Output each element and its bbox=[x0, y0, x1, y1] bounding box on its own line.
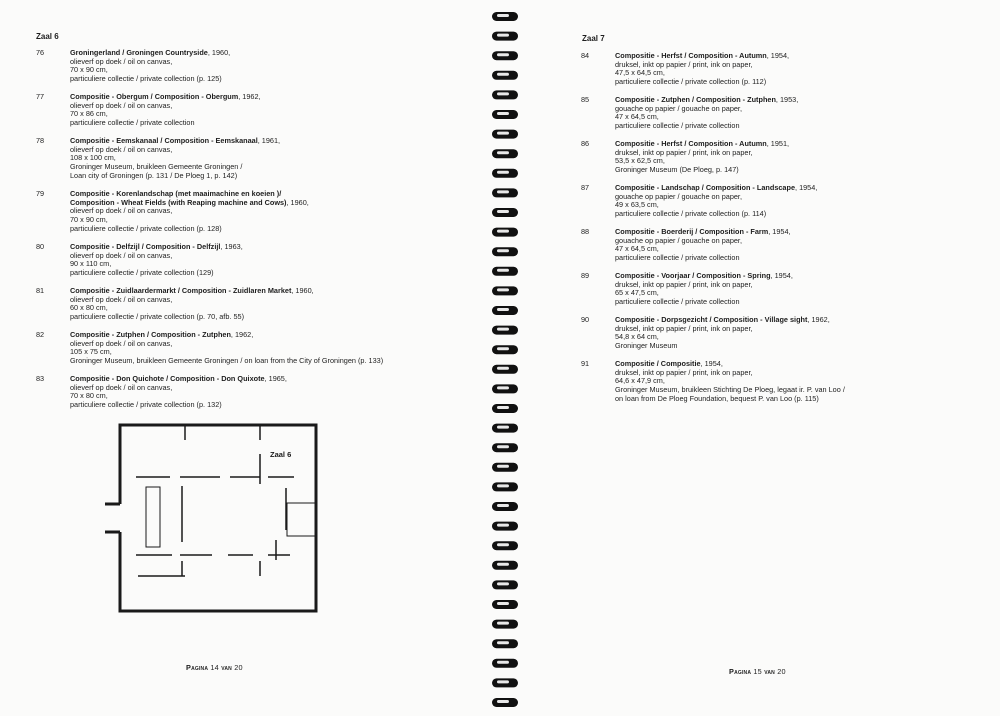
entry-year: , 1965, bbox=[264, 374, 287, 383]
entry-size: 70 x 90 cm, bbox=[70, 215, 108, 225]
entry-number: 87 bbox=[581, 183, 590, 192]
entry-collection: particuliere collectie / private collection (129) bbox=[70, 268, 214, 278]
entry-medium: olieverf op doek / oil on canvas, bbox=[70, 294, 173, 304]
right-page bbox=[520, 0, 1000, 716]
entry-number: 89 bbox=[581, 271, 590, 280]
binding-coil bbox=[492, 208, 518, 217]
entry-size: 47 x 64,5 cm, bbox=[615, 112, 659, 122]
entry-medium: olieverf op doek / oil on canvas, bbox=[70, 56, 173, 66]
entry-collection: Groninger Museum (De Ploeg, p. 147) bbox=[615, 165, 739, 175]
entry-year: , 1960, bbox=[207, 48, 231, 57]
binding-coil bbox=[492, 90, 518, 99]
entry-title: Compositie - Obergum / Composition - Obergum bbox=[70, 92, 239, 101]
footer-van: van bbox=[221, 663, 232, 672]
footer-page-number: 15 bbox=[753, 667, 762, 676]
entry-year: , 1954, bbox=[768, 227, 791, 236]
entry-number: 77 bbox=[36, 92, 45, 101]
binding-coil bbox=[492, 306, 518, 315]
binding-coil bbox=[492, 678, 518, 687]
binding-coil bbox=[492, 149, 518, 158]
entry-collection: particuliere collectie / private collection (p. 114) bbox=[615, 209, 767, 219]
entry-title: Compositie - Boerderij / Composition - Farm bbox=[615, 227, 769, 236]
entry-medium: olieverf op doek / oil on canvas, bbox=[70, 338, 173, 348]
entry-collection-cont: on loan from De Ploeg Foundation, bequest P. van Loo (p. 115) bbox=[615, 393, 819, 403]
entry-size: 60 x 80 cm, bbox=[70, 303, 108, 313]
entry-number: 83 bbox=[36, 374, 45, 383]
binding-coil bbox=[492, 561, 518, 570]
entry-number: 80 bbox=[36, 242, 45, 251]
binding-coil bbox=[492, 698, 518, 707]
entry-number: 91 bbox=[581, 359, 590, 368]
entry-year: , 1960, bbox=[291, 286, 314, 295]
entry-number: 85 bbox=[581, 95, 590, 104]
page-footer bbox=[729, 667, 786, 676]
binding-coil bbox=[492, 600, 518, 609]
binding-coil bbox=[492, 482, 518, 491]
binding-coil bbox=[492, 522, 518, 531]
entry-number: 86 bbox=[581, 139, 590, 148]
entry-collection: particuliere collectie / private collection bbox=[615, 297, 740, 307]
entry-year: , 1962, bbox=[230, 330, 254, 339]
entry-medium: olieverf op doek / oil on canvas, bbox=[70, 206, 173, 216]
entry-size: 70 x 86 cm, bbox=[70, 109, 108, 119]
entry-medium: druksel, inkt op papier / print, ink on paper, bbox=[615, 147, 753, 157]
entry-collection: particuliere collectie / private collection bbox=[615, 253, 740, 263]
binding-coil bbox=[492, 404, 518, 413]
binding-coil bbox=[492, 169, 518, 178]
entry-medium: gouache op papier / gouache on paper, bbox=[615, 103, 742, 113]
footer-total-pages: 20 bbox=[777, 667, 786, 676]
binding-coil bbox=[492, 620, 518, 629]
entry-year: , 1962, bbox=[238, 92, 261, 101]
entry-size: 65 x 47,5 cm, bbox=[615, 288, 659, 298]
entry-title: Compositie - Korenlandschap (met maaimachine en koeien )/ bbox=[70, 189, 282, 198]
entry-title: Compositie - Eemskanaal / Composition - Eemskanaal bbox=[70, 136, 258, 145]
binding-coil bbox=[492, 345, 518, 354]
binding-coil bbox=[492, 659, 518, 668]
entry-medium: gouache op papier / gouache on paper, bbox=[615, 191, 742, 201]
entry-title: Compositie - Zuidlaardermarkt / Composition - Zuidlaren Market bbox=[70, 286, 292, 295]
binding-coil bbox=[492, 326, 518, 335]
entry-size: 105 x 75 cm, bbox=[70, 347, 112, 357]
binding-coil bbox=[492, 463, 518, 472]
entry-collection: Groninger Museum, bruikleen Gemeente Groningen / bbox=[70, 162, 243, 172]
entry-year: , 1962, bbox=[807, 315, 830, 324]
entry-size: 108 x 100 cm, bbox=[70, 153, 116, 163]
entry-year: , 1960, bbox=[286, 197, 309, 207]
entry-size: 49 x 63,5 cm, bbox=[615, 200, 659, 210]
left-page bbox=[0, 0, 490, 716]
entry-size: 70 x 90 cm, bbox=[70, 65, 108, 75]
binding-coil bbox=[492, 228, 518, 237]
entry-size: 47 x 64,5 cm, bbox=[615, 244, 659, 254]
entry-year: , 1954, bbox=[770, 271, 793, 280]
binding-coil bbox=[492, 12, 518, 21]
entry-year: , 1954, bbox=[795, 183, 818, 192]
entry-title: Groningerland / Groningen Countryside bbox=[70, 48, 208, 57]
entry-year: , 1963, bbox=[220, 242, 243, 251]
binding-coil bbox=[492, 502, 518, 511]
binding-coil bbox=[492, 188, 518, 197]
binding-coil bbox=[492, 286, 518, 295]
entry-number: 78 bbox=[36, 136, 45, 145]
binding-coil bbox=[492, 424, 518, 433]
footer-label: Pagina bbox=[729, 667, 752, 676]
entry-number: 82 bbox=[36, 330, 45, 339]
entry-year: , 1954, bbox=[700, 359, 723, 368]
entry-title: Compositie - Don Quichote / Composition - Don Quixote bbox=[70, 374, 265, 383]
entry-size: 47,5 x 64,5 cm, bbox=[615, 68, 665, 78]
entry-year: , 1961, bbox=[257, 136, 281, 145]
entry-size: 90 x 110 cm, bbox=[70, 259, 112, 269]
entry-collection: particuliere collectie / private collection (p. 125) bbox=[70, 74, 222, 84]
entry-year: , 1951, bbox=[766, 139, 790, 148]
binding-coil bbox=[492, 71, 518, 80]
entry-size: 70 x 80 cm, bbox=[70, 391, 108, 401]
page-footer bbox=[186, 663, 243, 672]
floorplan-label: Zaal 6 bbox=[270, 450, 292, 459]
entry-collection: Groninger Museum bbox=[615, 341, 678, 351]
entry-size: 54,8 x 64 cm, bbox=[615, 332, 659, 342]
floorplan-display-case bbox=[287, 503, 316, 536]
entry-collection: particuliere collectie / private collection bbox=[70, 118, 195, 128]
entry-number: 79 bbox=[36, 189, 45, 198]
binding-coil bbox=[492, 130, 518, 139]
floorplan-display-case bbox=[146, 487, 160, 547]
binding-coil bbox=[492, 639, 518, 648]
binding-coil bbox=[492, 443, 518, 452]
entry-title: Compositie - Zutphen / Composition - Zutphen bbox=[615, 95, 776, 104]
entry-collection: particuliere collectie / private collection (p. 70, afb. 55) bbox=[70, 312, 244, 322]
entry-title: Compositie - Landschap / Composition - Landscape bbox=[615, 183, 796, 192]
footer-page-number: 14 bbox=[210, 663, 219, 672]
entry-medium: druksel, inkt op papier / print, ink on paper, bbox=[615, 59, 753, 69]
entry-collection: particuliere collectie / private collection (p. 132) bbox=[70, 400, 222, 410]
entry-number: 90 bbox=[581, 315, 590, 324]
entry-number: 81 bbox=[36, 286, 45, 295]
entry-collection: particuliere collectie / private collection bbox=[615, 121, 740, 131]
binding-coil bbox=[492, 365, 518, 374]
section-heading: Zaal 7 bbox=[582, 34, 605, 43]
entry-title: Compositie - Herfst / Composition - Autumn bbox=[615, 139, 767, 148]
entry-medium: gouache op papier / gouache on paper, bbox=[615, 235, 742, 245]
section-heading: Zaal 6 bbox=[36, 32, 59, 41]
entry-medium: olieverf op doek / oil on canvas, bbox=[70, 100, 173, 110]
spiral-binding bbox=[488, 0, 522, 716]
binding-coil bbox=[492, 580, 518, 589]
entry-collection: Groninger Museum, bruikleen Gemeente Groningen / on loan from the City of Groningen (p. 133) bbox=[70, 356, 384, 366]
binding-coil bbox=[492, 247, 518, 256]
entry-size: 64,6 x 47,9 cm, bbox=[615, 376, 665, 386]
entry-medium: olieverf op doek / oil on canvas, bbox=[70, 250, 173, 260]
entry-title: Compositie - Voorjaar / Composition - Spring bbox=[615, 271, 771, 280]
entry-collection: Groninger Museum, bruikleen Stichting De Ploeg, legaat ir. P. van Loo / bbox=[615, 385, 845, 395]
footer-label: Pagina bbox=[186, 663, 209, 672]
binding-coil bbox=[492, 384, 518, 393]
entry-medium: druksel, inkt op papier / print, ink on paper, bbox=[615, 367, 753, 377]
entry-year: , 1954, bbox=[766, 51, 790, 60]
entry-title: Compositie - Dorpsgezicht / Composition - Village sight bbox=[615, 315, 808, 324]
entry-medium: druksel, inkt op papier / print, ink on paper, bbox=[615, 279, 753, 289]
binding-coil bbox=[492, 267, 518, 276]
floorplan-zaal-6 bbox=[100, 420, 325, 620]
entry-size: 53,5 x 62,5 cm, bbox=[615, 156, 665, 166]
footer-total-pages: 20 bbox=[234, 663, 243, 672]
entry-collection: particuliere collectie / private collection (p. 128) bbox=[70, 223, 222, 233]
entry-collection-cont: Loan city of Groningen (p. 131 / De Ploeg 1, p. 142) bbox=[70, 170, 238, 180]
entry-medium: druksel, inkt op papier / print, ink on paper, bbox=[615, 323, 753, 333]
entry-year: , 1953, bbox=[775, 95, 799, 104]
binding-coil bbox=[492, 32, 518, 41]
entry-collection: particuliere collectie / private collection (p. 112) bbox=[615, 77, 767, 87]
entry-title: Compositie - Zutphen / Composition - Zutphen bbox=[70, 330, 231, 339]
footer-van: van bbox=[764, 667, 775, 676]
entry-title: Compositie / Compositie bbox=[615, 359, 701, 368]
binding-coil bbox=[492, 51, 518, 60]
entry-medium: olieverf op doek / oil on canvas, bbox=[70, 144, 173, 154]
floorplan-entrance bbox=[105, 504, 120, 532]
entry-number: 88 bbox=[581, 227, 590, 236]
entry-title: Compositie - Herfst / Composition - Autumn bbox=[615, 51, 767, 60]
entry-title-2: Composition - Wheat Fields (with Reaping machine and Cows) bbox=[70, 197, 287, 207]
entry-title: Compositie - Delfzijl / Composition - Delfzijl bbox=[70, 242, 221, 251]
entry-medium: olieverf op doek / oil on canvas, bbox=[70, 382, 173, 392]
binding-coil bbox=[492, 541, 518, 550]
binding-coil bbox=[492, 110, 518, 119]
entry-number: 84 bbox=[581, 51, 590, 60]
entry-number: 76 bbox=[36, 48, 45, 57]
